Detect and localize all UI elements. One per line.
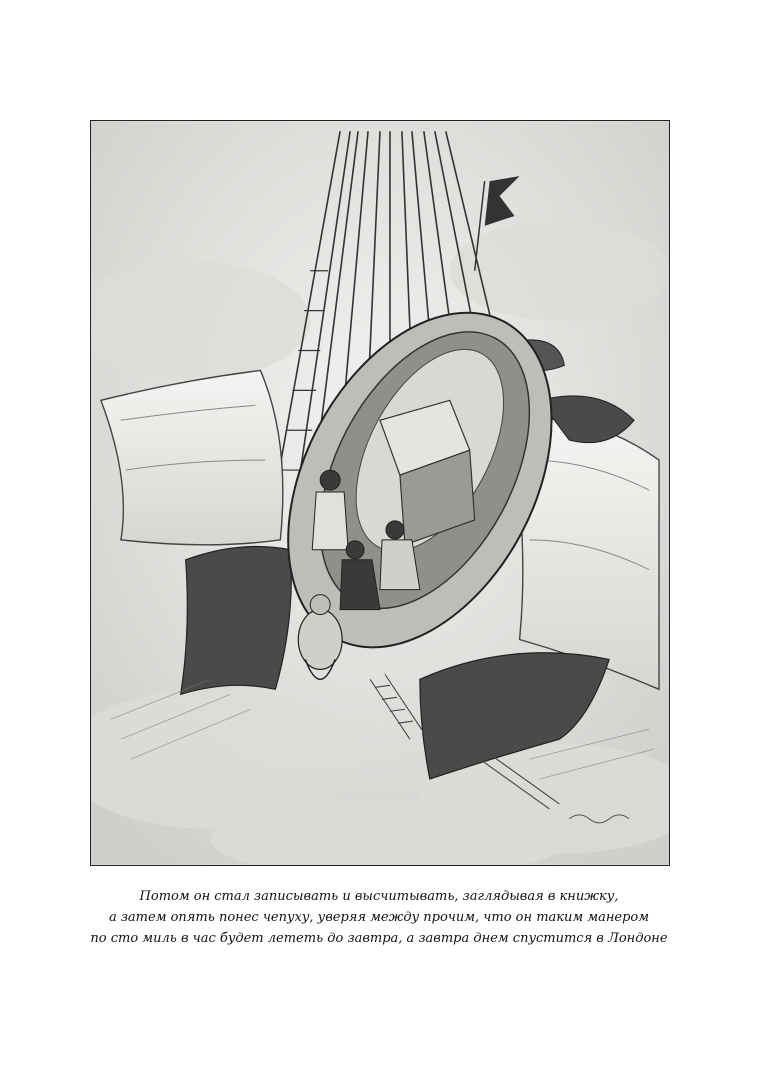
caption-line-2: а затем опять понес чепуху, уверяя между прочим, что он таким манером — [108, 910, 650, 925]
caption-line-1: Потом он стал записывать и высчитывать, заглядывая в книжку, — [139, 889, 619, 904]
illustration-plate — [90, 120, 670, 866]
left-dark-sail — [181, 546, 292, 694]
left-sail — [101, 370, 283, 544]
airship-illustration — [91, 121, 669, 865]
caption-line-3: по сто миль в час будет лететь до завтра, а завтра днем спустится в Лондоне — [90, 931, 668, 946]
illustration-caption — [60, 886, 698, 949]
